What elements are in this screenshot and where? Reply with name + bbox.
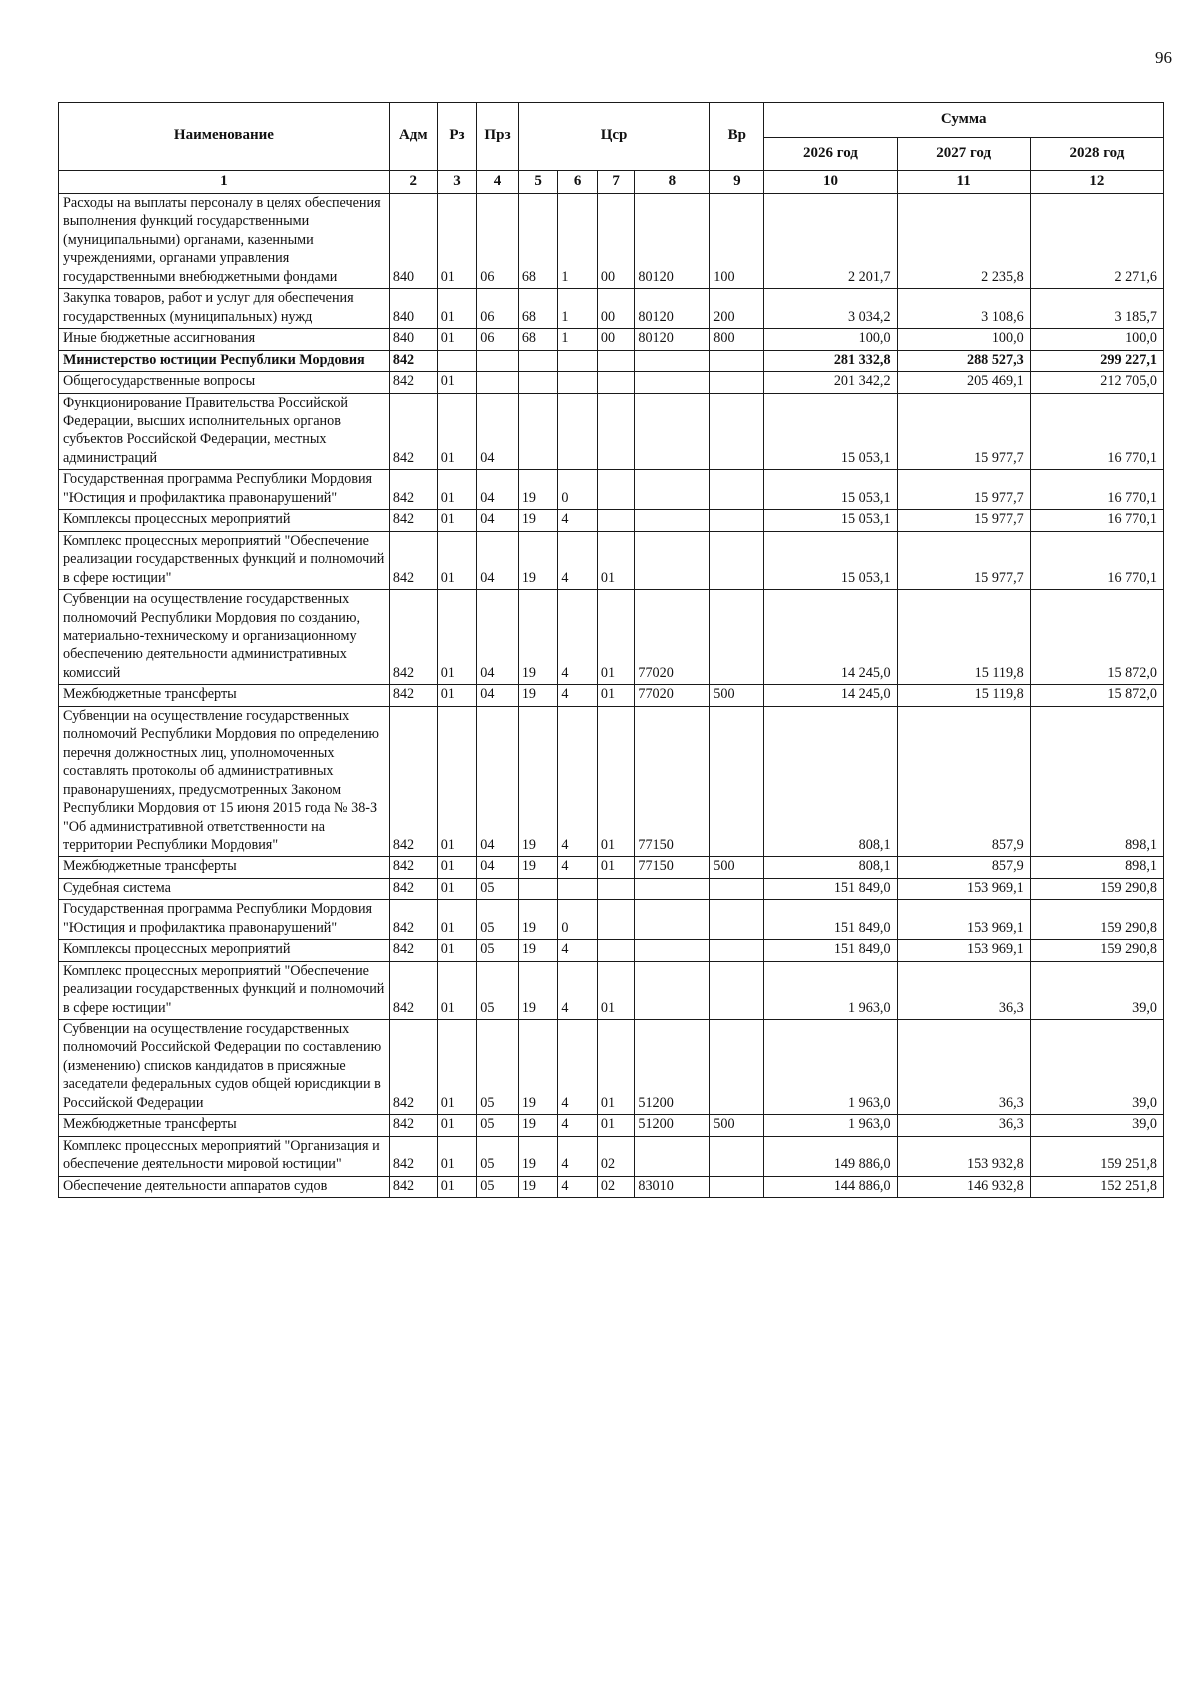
cell-rz: 01	[437, 590, 477, 685]
header-name: Наименование	[59, 103, 390, 171]
cell-csr-program: 19	[518, 510, 558, 531]
cell-sum-2028: 159 290,8	[1030, 900, 1163, 940]
table-row	[59, 1176, 1164, 1197]
cell-rz: 01	[437, 706, 477, 857]
cell-sum-2027: 15 977,7	[897, 470, 1030, 510]
cell-csr-subprogram: 01	[597, 531, 634, 589]
cell-rz: 01	[437, 1020, 477, 1115]
cell-adm: 842	[389, 1176, 437, 1197]
header-vr: Вр	[710, 103, 764, 171]
cell-csr-subprogram: 00	[597, 329, 634, 350]
cell-adm: 842	[389, 393, 437, 470]
cell-name: Обеспечение деятельности аппаратов судов	[59, 1176, 390, 1197]
cell-name: Межбюджетные трансферты	[59, 685, 390, 706]
cell-name: Государственная программа Республики Мордовия "Юстиция и профилактика правонарушений"	[59, 470, 390, 510]
header-summa: Сумма	[764, 103, 1164, 138]
cell-csr-type: 4	[558, 510, 598, 531]
cell-sum-2026: 3 034,2	[764, 289, 897, 329]
cell-csr-direction: 80120	[635, 289, 710, 329]
cell-csr-subprogram: 01	[597, 857, 634, 878]
cell-vr: 500	[710, 1115, 764, 1136]
cell-prz: 05	[477, 878, 519, 899]
cell-csr-subprogram: 00	[597, 194, 634, 289]
table-row	[59, 470, 1164, 510]
cell-sum-2026: 1 963,0	[764, 1020, 897, 1115]
table-row	[59, 1020, 1164, 1115]
cell-csr-program	[518, 372, 558, 393]
cell-prz: 06	[477, 194, 519, 289]
cell-csr-program: 19	[518, 531, 558, 589]
cell-vr	[710, 590, 764, 685]
cell-sum-2027: 857,9	[897, 706, 1030, 857]
cell-csr-type	[558, 372, 598, 393]
page-number: 96	[1155, 48, 1172, 67]
cell-csr-direction	[635, 961, 710, 1019]
cell-sum-2027: 146 932,8	[897, 1176, 1030, 1197]
cell-name: Субвенции на осуществление государственных полномочий Республики Мордовия по определению перечня должностных лиц, уполномоченных составлять протоколы об административных правонарушениях, предусмотренных Законом Республики Мордовия от 15 июня 2015 года № 38-З "Об административной ответственности на территории Республики Мордовия"	[59, 706, 390, 857]
cell-csr-program: 19	[518, 1176, 558, 1197]
cell-prz: 04	[477, 590, 519, 685]
table-row	[59, 510, 1164, 531]
cell-rz: 01	[437, 470, 477, 510]
cell-prz: 05	[477, 1176, 519, 1197]
column-number: 12	[1030, 171, 1163, 194]
cell-prz: 06	[477, 329, 519, 350]
cell-sum-2026: 1 963,0	[764, 961, 897, 1019]
cell-csr-subprogram	[597, 372, 634, 393]
cell-name: Иные бюджетные ассигнования	[59, 329, 390, 350]
cell-prz: 06	[477, 289, 519, 329]
cell-sum-2027: 2 235,8	[897, 194, 1030, 289]
cell-sum-2026: 281 332,8	[764, 350, 897, 371]
cell-csr-program: 19	[518, 900, 558, 940]
cell-prz: 05	[477, 1115, 519, 1136]
cell-csr-program: 19	[518, 1136, 558, 1176]
cell-sum-2028: 299 227,1	[1030, 350, 1163, 371]
cell-csr-program: 19	[518, 590, 558, 685]
cell-name: Государственная программа Республики Мордовия "Юстиция и профилактика правонарушений"	[59, 900, 390, 940]
cell-vr	[710, 372, 764, 393]
cell-prz	[477, 350, 519, 371]
cell-sum-2028: 39,0	[1030, 1115, 1163, 1136]
cell-csr-program: 19	[518, 1115, 558, 1136]
cell-adm: 840	[389, 194, 437, 289]
cell-sum-2028: 152 251,8	[1030, 1176, 1163, 1197]
cell-sum-2027: 3 108,6	[897, 289, 1030, 329]
cell-sum-2028: 39,0	[1030, 961, 1163, 1019]
cell-csr-program: 19	[518, 940, 558, 961]
cell-sum-2026: 14 245,0	[764, 590, 897, 685]
cell-csr-subprogram: 01	[597, 1020, 634, 1115]
cell-prz	[477, 372, 519, 393]
cell-sum-2028: 16 770,1	[1030, 470, 1163, 510]
table-row	[59, 194, 1164, 289]
table-row	[59, 857, 1164, 878]
cell-csr-type: 4	[558, 590, 598, 685]
cell-sum-2026: 100,0	[764, 329, 897, 350]
cell-sum-2027: 36,3	[897, 961, 1030, 1019]
cell-rz: 01	[437, 1136, 477, 1176]
cell-sum-2026: 149 886,0	[764, 1136, 897, 1176]
cell-rz: 01	[437, 1115, 477, 1136]
header-year-2028: 2028 год	[1030, 138, 1163, 171]
table-body	[59, 194, 1164, 1198]
cell-csr-type: 4	[558, 857, 598, 878]
cell-csr-direction	[635, 350, 710, 371]
column-number: 9	[710, 171, 764, 194]
cell-name: Межбюджетные трансферты	[59, 1115, 390, 1136]
cell-sum-2026: 151 849,0	[764, 900, 897, 940]
cell-prz: 04	[477, 470, 519, 510]
cell-sum-2028: 3 185,7	[1030, 289, 1163, 329]
cell-sum-2026: 151 849,0	[764, 940, 897, 961]
column-number: 11	[897, 171, 1030, 194]
cell-rz: 01	[437, 329, 477, 350]
cell-csr-type: 0	[558, 900, 598, 940]
cell-vr	[710, 961, 764, 1019]
cell-sum-2027: 100,0	[897, 329, 1030, 350]
column-number: 8	[635, 171, 710, 194]
cell-vr	[710, 900, 764, 940]
cell-sum-2026: 144 886,0	[764, 1176, 897, 1197]
cell-csr-subprogram: 01	[597, 1115, 634, 1136]
cell-adm: 842	[389, 685, 437, 706]
table-row	[59, 350, 1164, 371]
cell-vr: 500	[710, 685, 764, 706]
cell-csr-type: 4	[558, 1020, 598, 1115]
cell-rz: 01	[437, 1176, 477, 1197]
cell-prz: 04	[477, 531, 519, 589]
cell-sum-2026: 808,1	[764, 857, 897, 878]
cell-adm: 842	[389, 1136, 437, 1176]
cell-name: Расходы на выплаты персоналу в целях обеспечения выполнения функций государственными (муниципальными) органами, казенными учреждениями, органами управления государственными внебюджетными фондами	[59, 194, 390, 289]
cell-csr-direction	[635, 878, 710, 899]
cell-prz: 05	[477, 900, 519, 940]
cell-sum-2026: 15 053,1	[764, 531, 897, 589]
cell-name: Судебная система	[59, 878, 390, 899]
cell-adm: 842	[389, 590, 437, 685]
table-row	[59, 1136, 1164, 1176]
cell-name: Закупка товаров, работ и услуг для обеспечения государственных (муниципальных) нужд	[59, 289, 390, 329]
table-row	[59, 393, 1164, 470]
table-row	[59, 531, 1164, 589]
cell-sum-2028: 100,0	[1030, 329, 1163, 350]
cell-csr-type	[558, 878, 598, 899]
cell-prz: 04	[477, 706, 519, 857]
cell-adm: 842	[389, 1020, 437, 1115]
cell-sum-2028: 898,1	[1030, 857, 1163, 878]
cell-sum-2028: 15 872,0	[1030, 590, 1163, 685]
table-row	[59, 940, 1164, 961]
cell-sum-2028: 16 770,1	[1030, 510, 1163, 531]
cell-prz: 05	[477, 1020, 519, 1115]
cell-vr	[710, 350, 764, 371]
cell-csr-type: 1	[558, 329, 598, 350]
cell-adm: 842	[389, 350, 437, 371]
cell-sum-2028: 159 251,8	[1030, 1136, 1163, 1176]
cell-rz: 01	[437, 393, 477, 470]
cell-adm: 842	[389, 706, 437, 857]
cell-vr	[710, 470, 764, 510]
cell-csr-direction	[635, 470, 710, 510]
cell-sum-2027: 15 119,8	[897, 685, 1030, 706]
cell-rz: 01	[437, 289, 477, 329]
cell-sum-2026: 2 201,7	[764, 194, 897, 289]
cell-vr	[710, 1136, 764, 1176]
cell-adm: 840	[389, 329, 437, 350]
table-row	[59, 329, 1164, 350]
cell-sum-2026: 15 053,1	[764, 470, 897, 510]
cell-rz: 01	[437, 372, 477, 393]
cell-name: Комплекс процессных мероприятий "Обеспечение реализации государственных функций и полномочий в сфере юстиции"	[59, 531, 390, 589]
cell-vr	[710, 878, 764, 899]
cell-csr-type: 1	[558, 194, 598, 289]
cell-vr	[710, 940, 764, 961]
cell-adm: 842	[389, 878, 437, 899]
column-number-row	[59, 171, 1164, 194]
cell-rz: 01	[437, 857, 477, 878]
cell-sum-2027: 153 969,1	[897, 940, 1030, 961]
cell-rz: 01	[437, 510, 477, 531]
cell-name: Комплекс процессных мероприятий "Обеспечение реализации государственных функций и полномочий в сфере юстиции"	[59, 961, 390, 1019]
cell-name: Комплексы процессных мероприятий	[59, 940, 390, 961]
cell-rz: 01	[437, 531, 477, 589]
column-number: 7	[597, 171, 634, 194]
table-row	[59, 961, 1164, 1019]
cell-rz: 01	[437, 940, 477, 961]
cell-vr	[710, 1020, 764, 1115]
header-year-2027: 2027 год	[897, 138, 1030, 171]
cell-csr-direction: 77150	[635, 857, 710, 878]
cell-sum-2026: 808,1	[764, 706, 897, 857]
cell-name: Министерство юстиции Республики Мордовия	[59, 350, 390, 371]
cell-prz: 05	[477, 940, 519, 961]
column-number: 6	[558, 171, 598, 194]
column-number: 5	[518, 171, 558, 194]
cell-adm: 842	[389, 510, 437, 531]
cell-csr-type: 1	[558, 289, 598, 329]
cell-name: Межбюджетные трансферты	[59, 857, 390, 878]
table-row	[59, 878, 1164, 899]
cell-adm: 842	[389, 961, 437, 1019]
cell-vr	[710, 510, 764, 531]
cell-prz: 04	[477, 393, 519, 470]
cell-sum-2027: 153 969,1	[897, 900, 1030, 940]
cell-csr-subprogram	[597, 900, 634, 940]
cell-sum-2026: 151 849,0	[764, 878, 897, 899]
cell-csr-program: 19	[518, 857, 558, 878]
cell-csr-direction: 80120	[635, 194, 710, 289]
cell-rz: 01	[437, 685, 477, 706]
cell-sum-2028: 39,0	[1030, 1020, 1163, 1115]
cell-csr-type: 4	[558, 940, 598, 961]
cell-vr	[710, 1176, 764, 1197]
cell-csr-direction	[635, 531, 710, 589]
cell-adm: 842	[389, 531, 437, 589]
cell-adm: 842	[389, 372, 437, 393]
cell-csr-direction	[635, 393, 710, 470]
cell-csr-direction: 77150	[635, 706, 710, 857]
cell-csr-type: 4	[558, 531, 598, 589]
cell-adm: 842	[389, 857, 437, 878]
cell-csr-subprogram: 02	[597, 1136, 634, 1176]
header-csr: Цср	[518, 103, 709, 171]
cell-csr-program: 68	[518, 289, 558, 329]
table-row	[59, 900, 1164, 940]
cell-sum-2026: 14 245,0	[764, 685, 897, 706]
cell-sum-2027: 36,3	[897, 1020, 1030, 1115]
cell-csr-program: 19	[518, 961, 558, 1019]
table-row	[59, 685, 1164, 706]
cell-csr-program: 19	[518, 470, 558, 510]
header-prz: Прз	[477, 103, 519, 171]
cell-rz: 01	[437, 961, 477, 1019]
cell-csr-subprogram: 00	[597, 289, 634, 329]
cell-vr: 200	[710, 289, 764, 329]
cell-csr-subprogram	[597, 350, 634, 371]
cell-csr-type	[558, 393, 598, 470]
cell-csr-subprogram: 01	[597, 961, 634, 1019]
column-number: 1	[59, 171, 390, 194]
cell-csr-type: 4	[558, 1176, 598, 1197]
header-rz: Рз	[437, 103, 477, 171]
cell-adm: 842	[389, 1115, 437, 1136]
cell-sum-2028: 16 770,1	[1030, 531, 1163, 589]
cell-sum-2028: 159 290,8	[1030, 940, 1163, 961]
cell-sum-2027: 36,3	[897, 1115, 1030, 1136]
cell-name: Субвенции на осуществление государственных полномочий Российской Федерации по составлению (изменению) списков кандидатов в присяжные заседатели федеральных судов общей юрисдикции в Российской Федерации	[59, 1020, 390, 1115]
cell-csr-type: 4	[558, 706, 598, 857]
cell-csr-program: 68	[518, 329, 558, 350]
cell-rz	[437, 350, 477, 371]
table-row	[59, 706, 1164, 857]
cell-sum-2027: 205 469,1	[897, 372, 1030, 393]
cell-adm: 842	[389, 470, 437, 510]
cell-csr-program: 19	[518, 1020, 558, 1115]
cell-vr: 800	[710, 329, 764, 350]
cell-sum-2027: 857,9	[897, 857, 1030, 878]
cell-csr-type	[558, 350, 598, 371]
cell-csr-subprogram: 01	[597, 590, 634, 685]
cell-csr-direction: 51200	[635, 1020, 710, 1115]
table-row	[59, 289, 1164, 329]
cell-sum-2028: 16 770,1	[1030, 393, 1163, 470]
cell-csr-direction: 77020	[635, 685, 710, 706]
cell-csr-program: 68	[518, 194, 558, 289]
cell-vr	[710, 393, 764, 470]
cell-csr-type: 4	[558, 1136, 598, 1176]
cell-csr-subprogram: 01	[597, 685, 634, 706]
cell-vr: 100	[710, 194, 764, 289]
column-number: 10	[764, 171, 897, 194]
header-adm: Адм	[389, 103, 437, 171]
column-number: 2	[389, 171, 437, 194]
cell-prz: 04	[477, 685, 519, 706]
cell-csr-direction: 83010	[635, 1176, 710, 1197]
header-year-2026: 2026 год	[764, 138, 897, 171]
cell-sum-2027: 15 977,7	[897, 393, 1030, 470]
cell-csr-subprogram	[597, 940, 634, 961]
cell-sum-2027: 153 932,8	[897, 1136, 1030, 1176]
cell-sum-2027: 15 977,7	[897, 531, 1030, 589]
cell-name: Общегосударственные вопросы	[59, 372, 390, 393]
cell-adm: 842	[389, 900, 437, 940]
cell-csr-direction	[635, 372, 710, 393]
cell-prz: 05	[477, 1136, 519, 1176]
cell-sum-2027: 15 977,7	[897, 510, 1030, 531]
cell-csr-direction: 51200	[635, 1115, 710, 1136]
cell-rz: 01	[437, 194, 477, 289]
cell-csr-type: 4	[558, 685, 598, 706]
cell-name: Субвенции на осуществление государственных полномочий Республики Мордовия по созданию, материально-техническому и организационному обеспечению деятельности административных комиссий	[59, 590, 390, 685]
cell-csr-program: 19	[518, 706, 558, 857]
cell-prz: 04	[477, 857, 519, 878]
cell-csr-subprogram	[597, 510, 634, 531]
cell-csr-subprogram	[597, 470, 634, 510]
cell-sum-2028: 898,1	[1030, 706, 1163, 857]
cell-vr: 500	[710, 857, 764, 878]
cell-adm: 842	[389, 940, 437, 961]
cell-sum-2028: 212 705,0	[1030, 372, 1163, 393]
cell-rz: 01	[437, 900, 477, 940]
cell-name: Функционирование Правительства Российской Федерации, высших исполнительных органов субъектов Российской Федерации, местных администраций	[59, 393, 390, 470]
cell-rz: 01	[437, 878, 477, 899]
cell-csr-program	[518, 350, 558, 371]
cell-vr	[710, 531, 764, 589]
cell-sum-2028: 15 872,0	[1030, 685, 1163, 706]
cell-sum-2026: 201 342,2	[764, 372, 897, 393]
cell-adm: 840	[389, 289, 437, 329]
cell-name: Комплексы процессных мероприятий	[59, 510, 390, 531]
cell-csr-direction	[635, 510, 710, 531]
cell-sum-2027: 15 119,8	[897, 590, 1030, 685]
cell-sum-2026: 15 053,1	[764, 393, 897, 470]
cell-csr-type: 4	[558, 961, 598, 1019]
table-row	[59, 1115, 1164, 1136]
cell-name: Комплекс процессных мероприятий "Организация и обеспечение деятельности мировой юстиции"	[59, 1136, 390, 1176]
cell-csr-subprogram	[597, 393, 634, 470]
cell-csr-direction: 80120	[635, 329, 710, 350]
cell-sum-2027: 288 527,3	[897, 350, 1030, 371]
cell-sum-2026: 15 053,1	[764, 510, 897, 531]
cell-sum-2027: 153 969,1	[897, 878, 1030, 899]
cell-prz: 05	[477, 961, 519, 1019]
cell-csr-program: 19	[518, 685, 558, 706]
cell-sum-2028: 2 271,6	[1030, 194, 1163, 289]
cell-csr-direction	[635, 1136, 710, 1176]
cell-csr-direction	[635, 900, 710, 940]
budget-table	[58, 102, 1164, 1198]
table-row	[59, 590, 1164, 685]
table-row	[59, 372, 1164, 393]
column-number: 3	[437, 171, 477, 194]
cell-csr-subprogram: 02	[597, 1176, 634, 1197]
cell-csr-type: 4	[558, 1115, 598, 1136]
cell-sum-2028: 159 290,8	[1030, 878, 1163, 899]
cell-csr-type: 0	[558, 470, 598, 510]
cell-csr-direction: 77020	[635, 590, 710, 685]
cell-csr-subprogram: 01	[597, 706, 634, 857]
cell-csr-direction	[635, 940, 710, 961]
cell-prz: 04	[477, 510, 519, 531]
cell-csr-program	[518, 878, 558, 899]
cell-csr-subprogram	[597, 878, 634, 899]
cell-vr	[710, 706, 764, 857]
cell-csr-program	[518, 393, 558, 470]
column-number: 4	[477, 171, 519, 194]
cell-sum-2026: 1 963,0	[764, 1115, 897, 1136]
